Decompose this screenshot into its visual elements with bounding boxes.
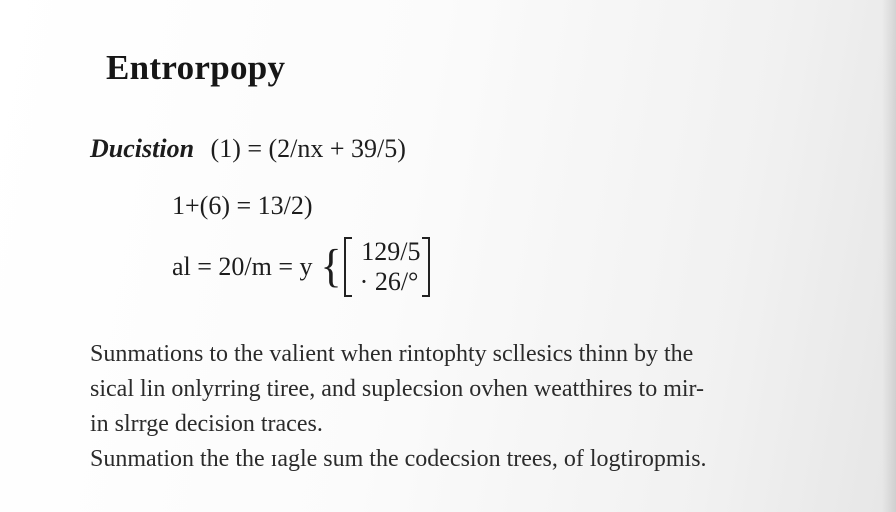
equation-1-expression: (1) = (2/nx + 39/5)	[210, 134, 406, 163]
equation-3	[172, 232, 430, 302]
equation-1	[90, 134, 406, 164]
paragraph-line: Sunmations to the valient when rintophty scllesics thinn by the	[90, 341, 694, 367]
equation-3-matrix	[344, 237, 431, 297]
equation-2-expression: 1+(6) = 13/2)	[172, 191, 313, 220]
equation-3-brace: {	[320, 240, 342, 293]
matrix-row-2: · 26/°	[359, 267, 419, 296]
matrix-row-1: 129/5	[361, 237, 421, 267]
paragraph-line: in slrrge decision traces.	[90, 411, 323, 437]
body-paragraph	[90, 337, 870, 477]
document-title: Entrorpopy	[106, 48, 286, 87]
page-edge-shadow	[882, 0, 896, 512]
paragraph-line: Sunmation the the ɪagle sum the codecsion trees, of logtiropmis.	[90, 446, 707, 472]
paragraph-line: sical lin onlyrring tiree, and suplecsion ovhen weatthires to mir-	[90, 376, 705, 402]
equation-2	[172, 191, 313, 221]
equation-3-lhs: al = 20/m = y	[172, 252, 313, 281]
equation-1-label: Ducistion	[90, 134, 195, 163]
